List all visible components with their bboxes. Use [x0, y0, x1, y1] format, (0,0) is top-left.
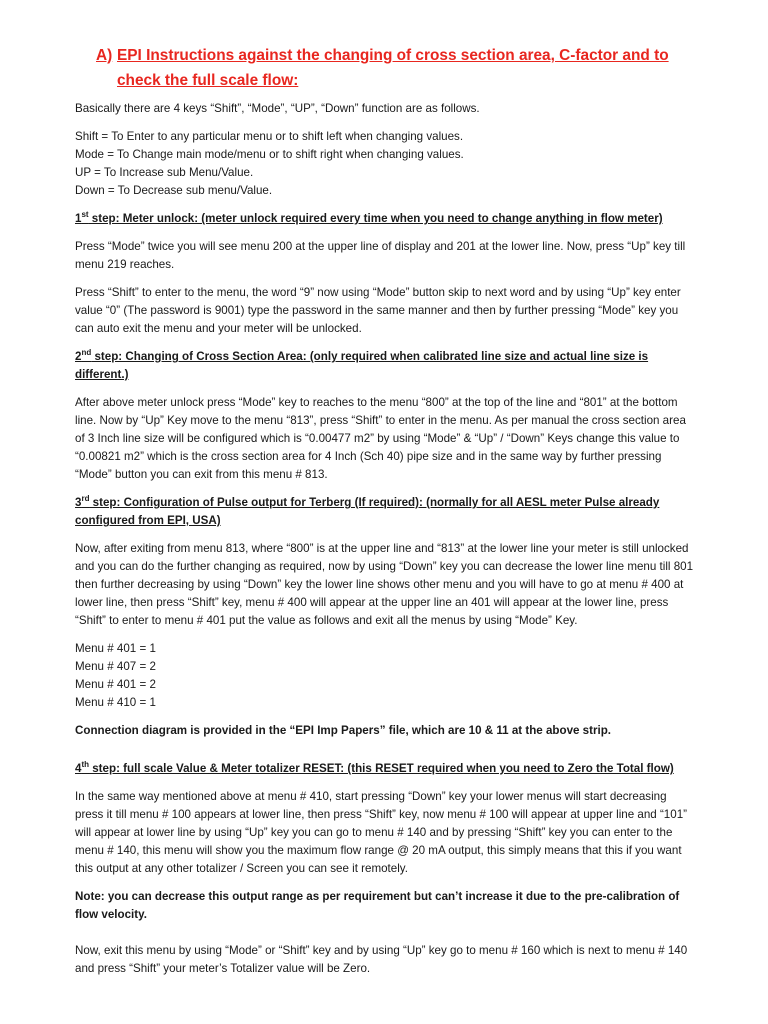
section-title: EPI Instructions against the changing of cross section area, C-factor and to check the full scale flow: — [117, 47, 669, 89]
connection-note: Connection diagram is provided in the “EPI Imp Papers” file, which are 10 & 11 at the above strip. — [75, 724, 612, 737]
key-down: Down = To Decrease sub menu/Value. — [75, 184, 273, 197]
step4-note: Note: you can decrease this output range as per requirement but can’t increase it due to the pre-calibration of flow velocity. — [75, 890, 680, 921]
step4-number: 4 — [75, 762, 82, 775]
step2-title: step: Changing of Cross Section Area: (only required when calibrated line size and actual line size is different.) — [75, 350, 649, 381]
step2-paragraph-1: After above meter unlock press “Mode” key to reaches to the menu “800” at the top of the line and “801” at the bottom line. Now by “Up” Key move to the menu “813”, press “Shift” to enter in the menu. As per manual the cross section area of 3 Inch line size will be configured which is “0.00477 m2” by using “Mode” & “Up” / “Down” Keys change this value to “0.00821 m2” which is the cross section area for 4 Inch (Sch 40) pipe size and in the same way by further pressing “Mode” button you can exit from this menu # 813. — [75, 396, 686, 481]
menu-value-item: Menu # 401 = 1 — [75, 642, 156, 655]
section-marker: A) — [96, 47, 113, 64]
menu-value-item: Menu # 410 = 1 — [75, 696, 156, 709]
step1-paragraph-2: Press “Shift” to enter to the menu, the word “9” now using “Mode” button skip to next word and by using “Up” key enter value “0” (The password is 9001) type the password in the same manner and then by further pressing “Mode” key you can auto exit the menu and your meter will be unlocked. — [75, 286, 681, 335]
step1-paragraph-1: Press “Mode” twice you will see menu 200 at the upper line of display and 201 at the lower line. Now, press “Up” key till menu 219 reaches. — [75, 240, 686, 271]
step3-paragraph-1: Now, after exiting from menu 813, where “800” is at the upper line and “813” at the lower line your meter is still unlocked and you can do the further changing as required, now by using “Down” key you can decrease the lower line menu till 801 then further decreasing by using “Down” key the lower line shows other menu and you will have to go at menu # 400 at lower line, then press “Shift” key, menu # 400 will appear at the upper line an 401 will appear at the lower line, press “Shift” to enter to menu # 401 put the value as follows and exit all the menus by using “Mode” Key. — [75, 542, 694, 627]
step1-ordinal: st — [81, 210, 89, 220]
key-list — [75, 128, 695, 200]
key-shift: Shift = To Enter to any particular menu or to shift left when changing values. — [75, 130, 464, 143]
step3-title: step: Configuration of Pulse output for Terberg (If required): (normally for all AESL meter Pulse already configured from EPI, USA) — [75, 496, 660, 527]
step4-paragraph-1: In the same way mentioned above at menu # 410, start pressing “Down” key your lower menus will start decreasing press it till menu # 100 appears at lower line, then press “Shift” key, now menu # 100 will appear at upper line and “101” will appear at lower line by using “Up” key you can go to menu # 140 and by pressing “Shift” key you can enter to the menu # 140, this menu will show you the maximum flow range @ 20 mA output, this simply means that this if you want this output at any other totalizer / Screen you can see it remotely. — [75, 790, 688, 875]
key-up: UP = To Increase sub Menu/Value. — [75, 166, 254, 179]
key-mode: Mode = To Change main mode/menu or to shift right when changing values. — [75, 148, 464, 161]
step2-heading — [75, 348, 695, 384]
step3-heading — [75, 494, 695, 530]
menu-value-item: Menu # 407 = 2 — [75, 660, 156, 673]
step1-title: step: Meter unlock: (meter unlock required every time when you need to change anything in flow meter) — [88, 212, 663, 225]
document-body — [75, 100, 695, 978]
section-heading — [96, 43, 696, 93]
intro-paragraph: Basically there are 4 keys “Shift”, “Mode”, “UP”, “Down” function are as follows. — [75, 102, 480, 115]
step4-ordinal: th — [81, 760, 90, 770]
step2-number: 2 — [75, 350, 82, 363]
step4-title: step: full scale Value & Meter totalizer RESET: (this RESET required when you need to Zero the Total flow) — [89, 762, 674, 775]
menu-value-item: Menu # 401 = 2 — [75, 678, 156, 691]
step4-heading — [75, 760, 695, 778]
step2-ordinal: nd — [81, 348, 92, 358]
menu-value-list — [75, 640, 695, 712]
step3-number: 3 — [75, 496, 82, 509]
step3-ordinal: rd — [81, 494, 90, 504]
step1-heading — [75, 210, 695, 228]
step1-number: 1 — [75, 212, 82, 225]
step4-paragraph-2: Now, exit this menu by using “Mode” or “Shift” key and by using “Up” key go to menu # 160 which is next to menu # 140 and press “Shift” your meter’s Totalizer value will be Zero. — [75, 944, 688, 975]
